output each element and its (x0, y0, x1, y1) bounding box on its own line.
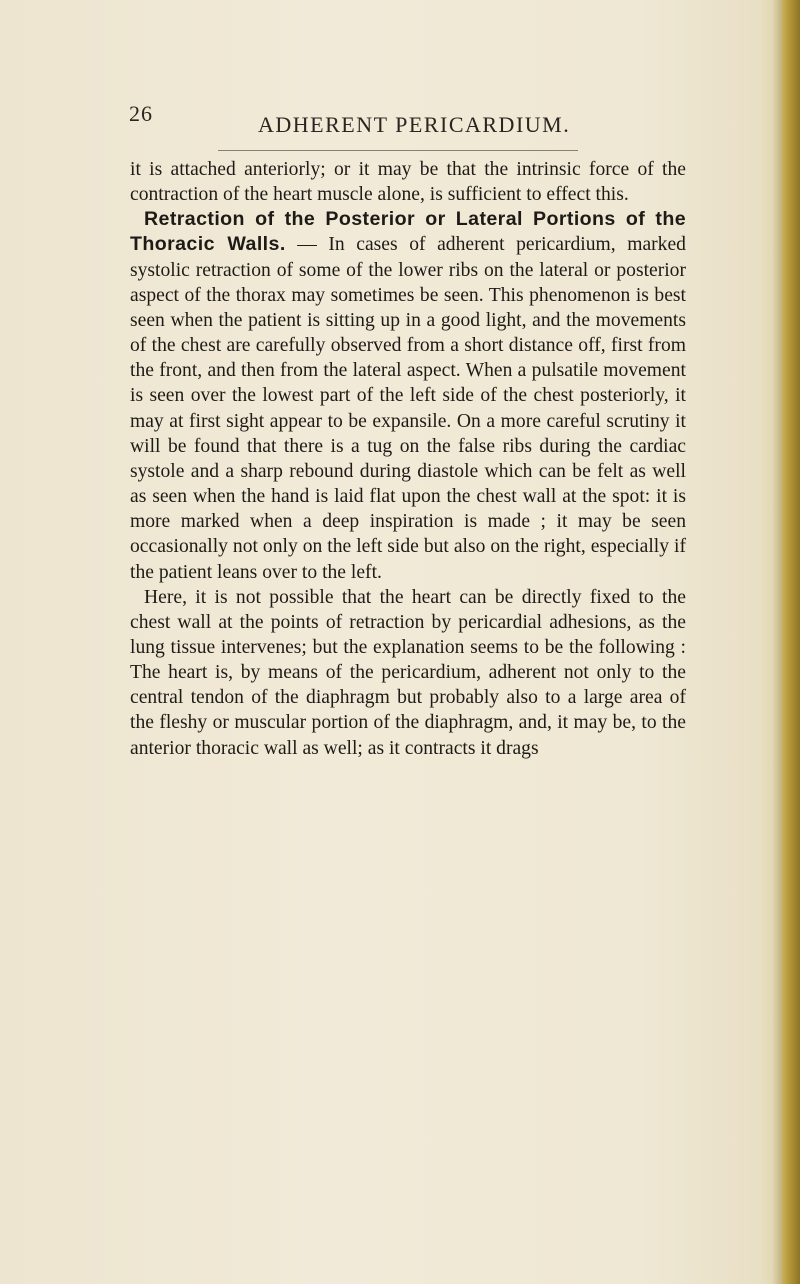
page-edge (782, 0, 800, 1284)
running-head: ADHERENT PERICARDIUM. (258, 112, 571, 137)
page-edge-shadow (772, 0, 782, 1284)
paragraph-1: it is attached anteriorly; or it may be that the intrinsic force of the contraction of the heart muscle alone, is sufficient to effect this. (130, 159, 686, 206)
page-number: 26 (129, 101, 153, 126)
paragraph-2-text: — In cases of adherent pericardium, marked systolic retraction of some of the lower ribs on the lateral or posterior aspect of the thorax may sometimes be seen. This phenomenon is best seen when the patient is sitting up in a good light, and the movements of the chest are carefully observed from a short distance off, first from the front, and then from the lateral aspect. When a pulsatile movement is seen over the lowest part of the left side of the chest posteriorly, it may at first sight appear to be expansile. On a more careful scrutiny it will be found that there is a tug on the false ribs during the cardiac systole and a sharp rebound during diastole which can be felt as well as seen when the hand is laid flat upon the chest wall at the spot: it is more marked when a deep inspiration is made ; it may be seen occasionally not only on the left side but also on the right, especially if the patient leans over to the left. (130, 234, 686, 583)
paragraph-2 (130, 207, 686, 584)
section-heading: Retraction of the Posterior or Lateral Portions of the Thoracic Walls. (130, 208, 686, 256)
header-rule (218, 150, 578, 151)
paragraph-3: Here, it is not possible that the heart can be directly fixed to the chest wall at the points of retraction by pericardial adhesions, as the lung tissue intervenes; but the explanation seems to be the following : The heart is, by means of the pericardium, adherent not only to the central tendon of the diaphragm but probably also to a large area of the fleshy or muscular portion of the diaphragm, and, it may be, to the anterior thoracic wall as well; as it contracts it drags (130, 586, 686, 759)
body-text (130, 157, 686, 761)
